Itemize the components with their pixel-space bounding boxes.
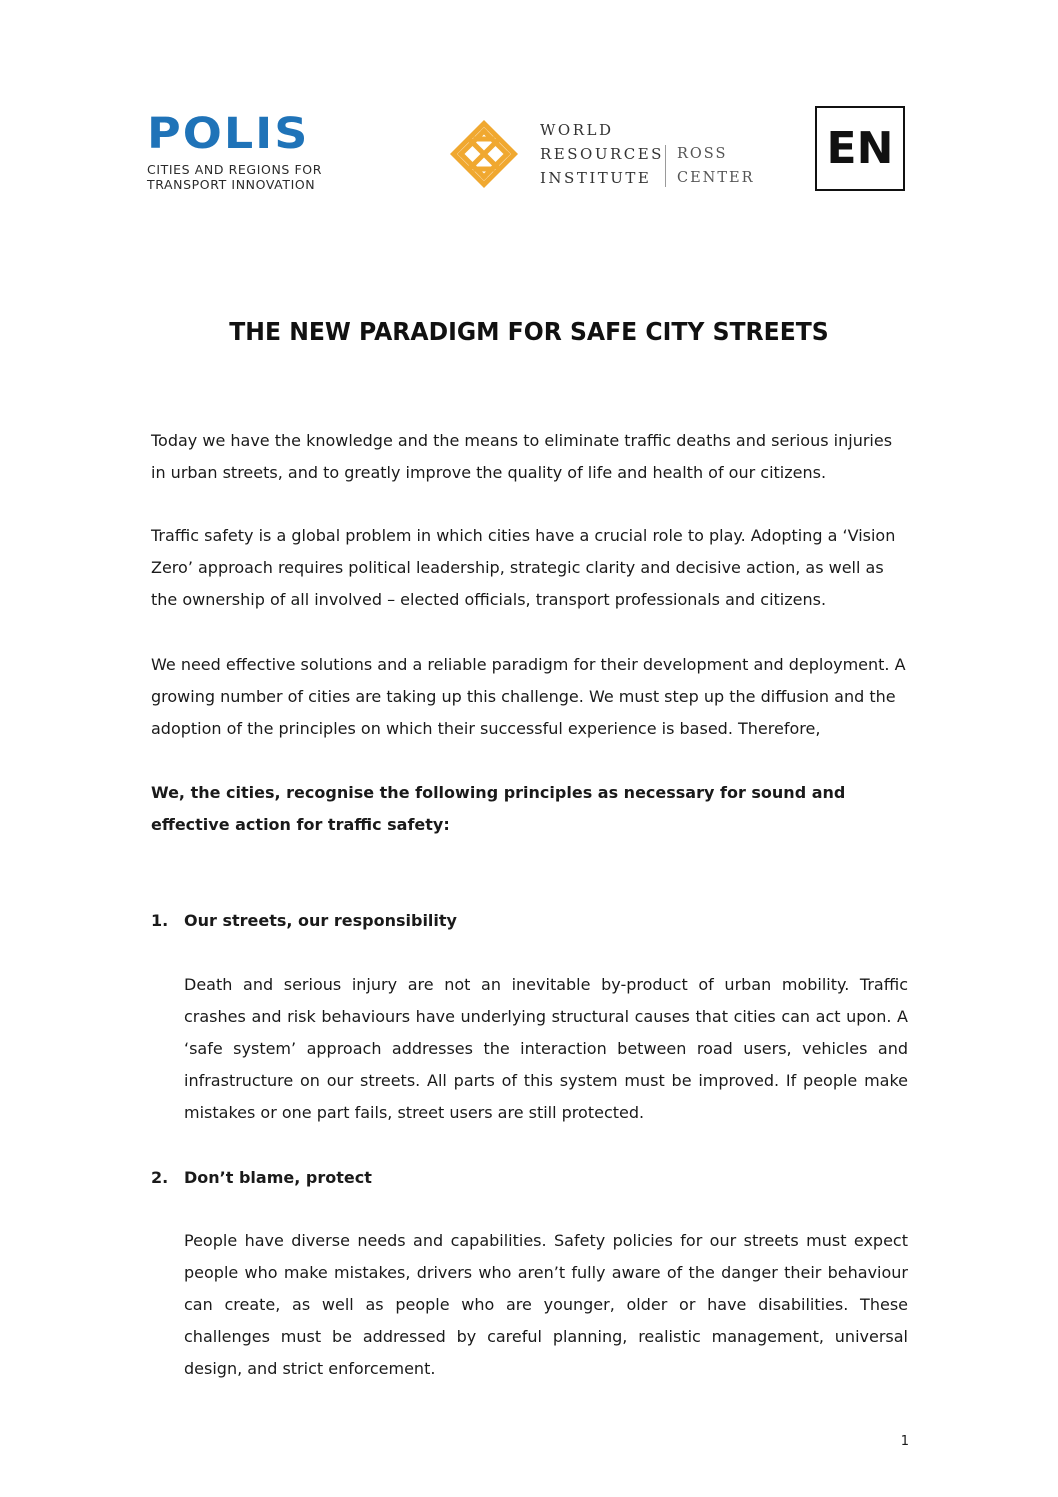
- principle-1-heading: [151, 905, 457, 937]
- polis-tagline-line-2: TRANSPORT INNOVATION: [147, 177, 316, 192]
- polis-tagline-line-1: CITIES AND REGIONS FOR: [147, 162, 323, 177]
- principle-2-heading: [151, 1162, 372, 1194]
- principle-1-number: 1.: [151, 911, 169, 930]
- wri-ross-center-text: [677, 142, 755, 190]
- wri-line-resources: RESOURCES: [540, 145, 664, 163]
- language-badge: EN: [815, 106, 905, 191]
- principle-2-title: Don’t blame, protect: [184, 1168, 372, 1187]
- wri-knot-icon: [447, 117, 521, 191]
- polis-logo-wordmark: POLIS: [147, 108, 310, 158]
- principle-1-title: Our streets, our responsibility: [184, 911, 457, 930]
- page-number: 1: [900, 1434, 909, 1449]
- polis-logo-tagline: [147, 162, 347, 192]
- declaration-paragraph: We, the cities, recognise the following principles as necessary for sound and effective action for traffic safety:: [151, 783, 846, 834]
- polis-logo: [147, 108, 347, 192]
- document-title: THE NEW PARADIGM FOR SAFE CITY STREETS: [229, 317, 829, 346]
- intro-paragraph-2: Traffic safety is a global problem in which cities have a crucial role to play. Adopting a ‘Vision Zero’ approach requires political leadership, strategic clarity and decisive action, as well as the ownership of all involved – elected officials, transport professionals and citizens.: [151, 526, 896, 609]
- intro-paragraph-3: We need effective solutions and a reliable paradigm for their development and deployment. A growing number of cities are taking up this challenge. We must step up the diffusion and the adoption of the principles on which their successful experience is based. Therefore,: [151, 655, 906, 738]
- wri-line-center: CENTER: [677, 170, 755, 186]
- wri-logo: [447, 115, 777, 195]
- wri-line-ross: ROSS: [677, 146, 728, 162]
- wri-logo-text: [540, 118, 664, 190]
- principle-1-body: Death and serious injury are not an inevitable by-product of urban mobility. Traffic crashes and risk behaviours have underlying structural causes that cities can act upon. A ‘safe system’ approach addresses the interaction between road users, vehicles and infrastructure on our streets. All parts of this system must be improved. If people make mistakes or one part fails, street users are still protected.: [184, 975, 908, 1122]
- wri-line-world: WORLD: [540, 121, 614, 139]
- intro-paragraph-1: Today we have the knowledge and the means to eliminate traffic deaths and serious injuries in urban streets, and to greatly improve the quality of life and health of our citizens.: [151, 431, 893, 482]
- principle-2-number: 2.: [151, 1168, 169, 1187]
- wri-divider: [665, 145, 666, 187]
- principle-2-body: People have diverse needs and capabilities. Safety policies for our streets must expect people who make mistakes, drivers who aren’t fully aware of the danger their behaviour can create, as well as people who are younger, older or have disabilities. These challenges must be addressed by careful planning, realistic management, universal design, and strict enforcement.: [184, 1231, 908, 1378]
- wri-line-institute: INSTITUTE: [540, 169, 652, 187]
